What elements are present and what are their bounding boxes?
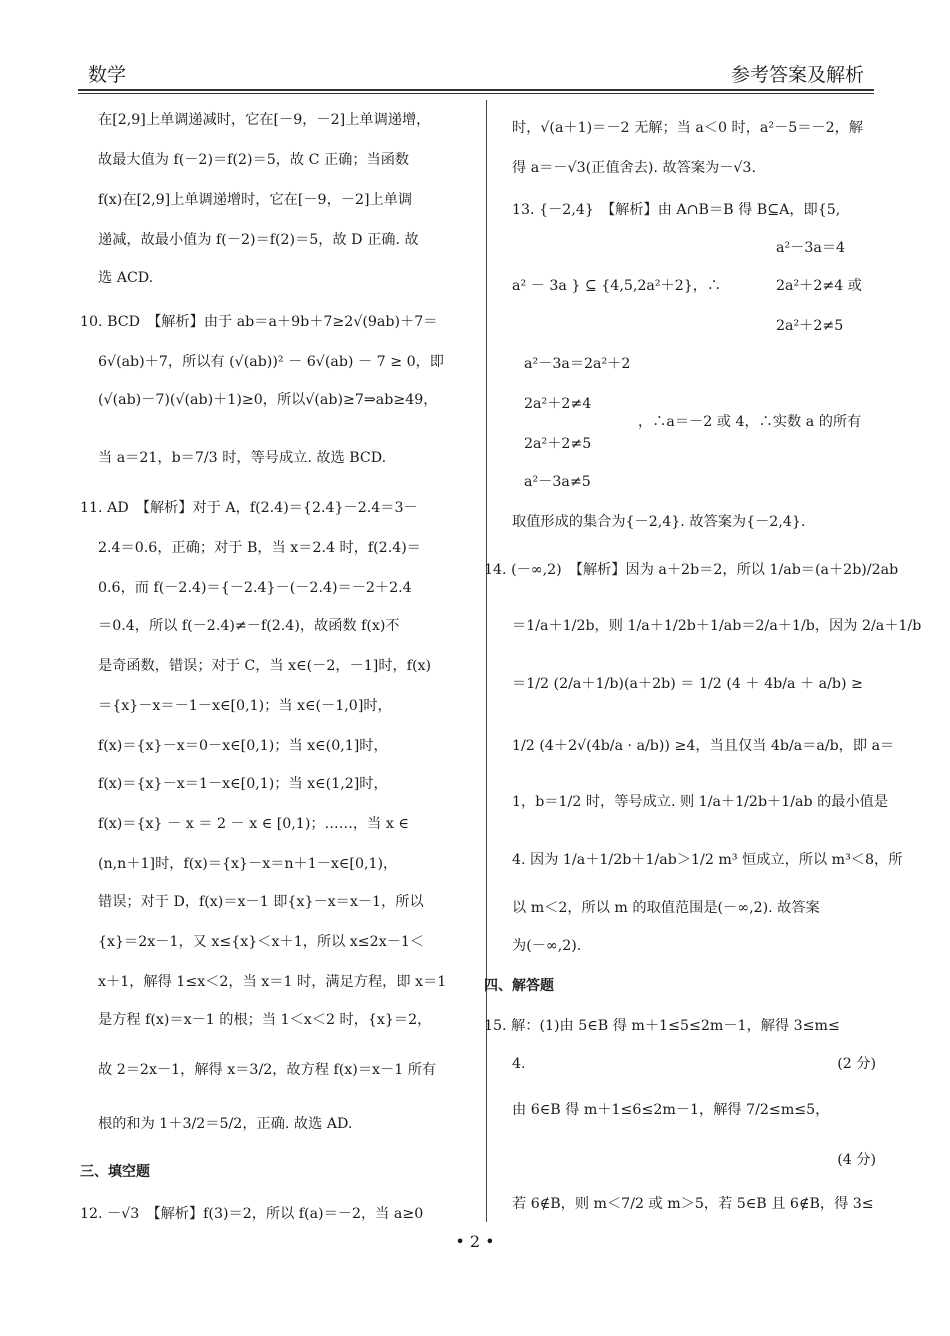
text-line: 取值形成的集合为{－2,4}. 故答案为{－2,4}.: [512, 514, 806, 530]
text-line: 故 2＝2x－1，解得 x＝3/2，故方程 f(x)＝x－1 所有: [98, 1062, 437, 1078]
text-line: 以 m＜2，所以 m 的取值范围是(－∞,2). 故答案: [512, 900, 820, 916]
page-header: [78, 56, 874, 92]
page-number: • 2 •: [455, 1232, 495, 1251]
text-line: 4.: [512, 1056, 526, 1072]
text-line: 4. 因为 1/a＋1/2b＋1/ab＞1/2 m³ 恒成立，所以 m³＜8，所: [512, 852, 903, 868]
answer-13: 13. {－2,4} 【解析】由 A∩B＝B 得 B⊆A，即{5,: [512, 202, 841, 218]
condition-line: a²－3a≠5: [524, 474, 591, 490]
text-line: (√(ab)－7)(√(ab)＋1)≥0，所以√(ab)≥7⇒ab≥49，: [98, 392, 438, 408]
text-line: 是方程 f(x)＝x－1 的根；当 1＜x＜2 时，{x}＝2，: [98, 1012, 432, 1028]
condition-line: 2a²＋2≠4 或: [776, 278, 862, 294]
text-line: ，∴a＝－2 或 4，∴实数 a 的所有: [638, 414, 862, 430]
text-line: {x}＝2x－1，又 x≤{x}＜x＋1，所以 x≤2x－1＜: [98, 934, 425, 950]
condition-line: 2a²＋2≠5: [776, 318, 844, 334]
text-line: 为(－∞,2).: [512, 938, 582, 954]
text-line: ＝1/2 (2/a＋1/b)(a＋2b) ＝ 1/2 (4 ＋ 4b/a ＋ a/b) ≥: [512, 676, 863, 692]
text-line: f(x)＝{x}－x＝0－x∈[0,1)；当 x∈(0,1]时，: [98, 738, 388, 754]
text-line: 是奇函数，错误；对于 C，当 x∈(－2，－1]时，f(x): [98, 658, 432, 674]
condition-line: 2a²＋2≠5: [524, 436, 592, 452]
text-line: x＋1，解得 1≤x＜2，当 x＝1 时，满足方程，即 x＝1: [98, 974, 447, 990]
section-heading-solutions: 四、解答题: [484, 978, 554, 994]
text-line: 根的和为 1＋3/2＝5/2，正确. 故选 AD.: [98, 1116, 353, 1132]
text-line: f(x)在[2,9]上单调递增时，它在[－9，－2]上单调: [98, 192, 413, 208]
answer-10: 10. BCD 【解析】由于 ab＝a＋9b＋7≥2√(9ab)＋7＝: [80, 314, 438, 330]
text-line: 得 a＝－√3(正值舍去). 故答案为－√3.: [512, 160, 756, 176]
text-line: (n,n＋1]时，f(x)＝{x}－x＝n＋1－x∈[0,1)，: [98, 856, 398, 872]
condition-line: a²－3a＝4: [776, 240, 846, 256]
subject-label: 数学: [88, 64, 127, 86]
text-line: f(x)＝{x} － x ＝ 2 － x ∈ [0,1)；……，当 x ∈: [98, 816, 409, 832]
text-line: 递减，故最小值为 f(－2)＝f(2)＝5，故 D 正确. 故: [98, 232, 419, 248]
text-line: 1/2 (4＋2√(4b/a · a/b)) ≥4，当且仅当 4b/a＝a/b，即 a＝: [512, 738, 895, 754]
section-heading-fill-in: 三、填空题: [80, 1164, 150, 1180]
book-title: 参考答案及解析: [730, 64, 864, 86]
text-line: 由 6∈B 得 m＋1≤6≤2m－1，解得 7/2≤m≤5，: [512, 1102, 830, 1118]
text-line: 在[2,9]上单调递减时，它在[－9，－2]上单调递增，: [98, 112, 431, 128]
text-line: 故最大值为 f(－2)＝f(2)＝5，故 C 正确；当函数: [98, 152, 410, 168]
score-note: (4 分): [837, 1152, 876, 1168]
text-line: 选 ACD.: [98, 270, 154, 286]
condition-line: 2a²＋2≠4: [524, 396, 592, 412]
header-rule-thick: [78, 89, 874, 91]
text-line: ＝{x}－x＝－1－x∈[0,1)；当 x∈(－1,0]时，: [98, 698, 392, 714]
text-line: 0.6，而 f(－2.4)＝{－2.4}－(－2.4)＝－2＋2.4: [98, 580, 412, 596]
text-line: 6√(ab)＋7，所以有 (√(ab))² － 6√(ab) － 7 ≥ 0，即: [98, 354, 444, 370]
text-line: 若 6∉B，则 m＜7/2 或 m＞5，若 5∈B 且 6∉B，得 3≤: [512, 1196, 874, 1212]
header-rule-thin: [78, 93, 874, 94]
answer-14: 14. (－∞,2) 【解析】因为 a＋2b＝2，所以 1/ab＝(a＋2b)/2ab: [484, 562, 899, 578]
score-note: (2 分): [837, 1056, 876, 1072]
text-line: 1，b＝1/2 时，等号成立. 则 1/a＋1/2b＋1/ab 的最小值是: [512, 794, 889, 810]
answer-15: 15. 解：(1)由 5∈B 得 m＋1≤5≤2m－1，解得 3≤m≤: [484, 1018, 840, 1034]
condition-line: a²－3a＝2a²＋2: [524, 356, 631, 372]
answer-12: 12. －√3 【解析】f(3)＝2，所以 f(a)＝－2，当 a≥0: [80, 1206, 424, 1222]
text-line: 时，√(a＋1)＝－2 无解；当 a＜0 时，a²－5＝－2，解: [512, 120, 864, 136]
text-line: a² － 3a } ⊆ {4,5,2a²＋2}，∴: [512, 278, 722, 294]
text-line: 2.4＝0.6，正确；对于 B，当 x＝2.4 时，f(2.4)＝: [98, 540, 421, 556]
column-divider: [486, 100, 487, 1222]
text-line: ＝1/a＋1/2b，则 1/a＋1/2b＋1/ab＝2/a＋1/b，因为 2/a＋1/b: [512, 618, 922, 634]
text-line: 当 a＝21，b＝7/3 时，等号成立. 故选 BCD.: [98, 450, 387, 466]
text-line: 错误；对于 D，f(x)＝x－1 即{x}－x＝x－1，所以: [98, 894, 424, 910]
text-line: ＝0.4，所以 f(－2.4)≠－f(2.4)，故函数 f(x)不: [98, 618, 400, 634]
text-line: f(x)＝{x}－x＝1－x∈[0,1)；当 x∈(1,2]时，: [98, 776, 388, 792]
answer-11: 11. AD 【解析】对于 A，f(2.4)＝{2.4}－2.4＝3－: [80, 500, 418, 516]
